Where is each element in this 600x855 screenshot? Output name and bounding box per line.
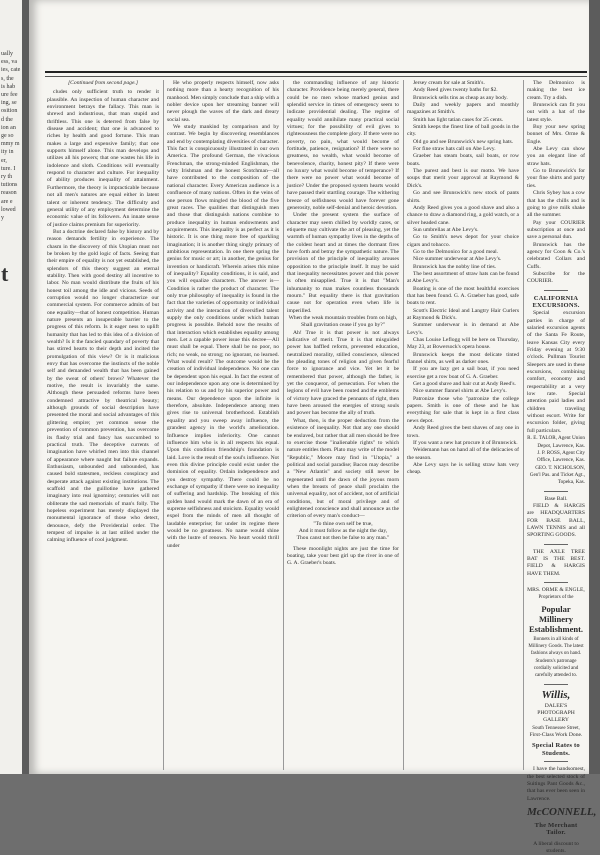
- paragraph: These moonlight nights are just the time for boating, take your best girl up the river in one of G. A. Graeber's boats.: [287, 545, 399, 567]
- paragraph: When the weak mountain troubles from on high,: [288, 315, 398, 321]
- paragraph: Chas Louise Leflogg will be here on Thursday, May 23, at Bowersock's opera house.: [407, 337, 519, 351]
- fragment-line: ure fee: [1, 92, 18, 99]
- paragraph: Brunswick keeps the most delicate tinted flannel shirts, as well as darker ones.: [407, 351, 519, 366]
- paragraph: For fine straw hats call on Abe Levy.: [413, 146, 496, 153]
- separator-rule: [544, 544, 567, 545]
- fragment-large-letter: t: [1, 261, 9, 287]
- paragraph: Proprietors of the: [538, 595, 574, 601]
- paragraph: Brunswick has the nobby line of ties.: [413, 263, 497, 270]
- paragraph: Andy Reed gives twenty baths for $2.: [413, 87, 498, 94]
- paragraph: MRS. ORME & ENGLE,: [527, 587, 585, 593]
- paragraph: Popular Millinery Establishment.: [528, 603, 584, 634]
- paragraph: Sun umbrellas at Abe Levy's.: [413, 226, 479, 233]
- fragment-line: ge so: [1, 133, 14, 140]
- paragraph: cludes only sufficient truth to render it plausible. An inspection of human character and environment betrays the fallacy. This man is shrewd and industrious, that man stupid and thriftless. This one is deterred from false by disease and accident; that one is advanced to riches by health and good fortune. This man makes a large and expensive family; that one supports himself alone. This man develops and utilizes all his powers; that one wastes his life in indolence and sloth. Conditions will eventually respond to character and culture. For inequality of ability produces inequality of attainment. Furthermore, the theory is impracticable because not all men's natures are equal either in latent talent or inherent tendency. The difficulty and general utility of any employment determine the economic value of its followers. An innate sense of justice claims premium for superiority.: [47, 89, 159, 228]
- paragraph: Thou canst not then be false to any man.": [296, 535, 390, 542]
- paragraph: CALIFORNIA EXCURSIONS.: [532, 294, 580, 309]
- paragraph: But a doctrine declared false by history and by reason demands fertility in experience. The chasm in the discovery of this Utopian must not be broken by the gold logic of facts. Seeing that their empire of equality is not yet established, the splendors of this theory suggest an eternal stability. Then with good destiny all incentive to labor. No man would distribute the fruits of his honest toil among the idle and vicious. Seeds of corruption would no longer characterize our commercial system. For commerce admits of but one equality—that of honest competition. Human nature presents an insuperable barrier to the progress of this reform. Is it eager ness to uplift humanity that has led to this idea of a division of wealth? Is it the fancied quandary of poverty that has stirred hearts to their depth and incited the promulgation of this view? Or is it malicious envy that has overcome the instincts of the noble self and demanded wealth that has been gained by the sweat of others' brows? Whatever the motive, the result is invariably the same. Although these persuaded reforms have been condemned attractive by theatrical beauty; although grounds of social description have presented the moral and social advantages of this glittering empire; yet common sense the prevention of common prevention, has overcome its flashy trial and fancy has succumbed to practical truth. The deceptive currents of imagination have whirled men into this channel of appearance where naught but failure expands. Enthusiasm, unbounded and unbounded, has caused bold statesmen, reckless conspiracy and desperate attack against existing institutions. The scaffold and the guillotine have gathered imaginary into real ignominy; centuries will not obliterate the sad memorials of man's folly. The hopeless experiment has merely displayed the monumental ignorance of those who detect, denounce, defy the Providential order. The tempest of impulse is at last stilled under the calming influence of cool judgment.: [47, 228, 159, 544]
- column-divider: [403, 80, 404, 770]
- paragraph: Scott's Electric Ideal and Langtry Hair Curlers at Raymond & Dick's.: [407, 307, 519, 321]
- paragraph: Special excursion parties in charge of salaried excursion agents of the Santa Fe Route, leave Kansas City every Friday evening at 9:30 o'clock. Pullman Tourist Sleepers are used in these excursions, combining comfort, economy and respectability at a very low rate. Special attention paid ladies and children traveling without escort. Write for excursion folder, giving full particulars.: [527, 310, 585, 434]
- fragment-line: ity in: [1, 149, 14, 156]
- paragraph: Go to the Delmonico for a good meal.: [413, 248, 499, 255]
- paragraph: I have the handsomest, the best selected stock of Suitings Pant Goods &c., that has ever been seen in Lawrence.: [527, 766, 585, 802]
- paragraph: Smith has light tatian cases for 25 cents.: [413, 116, 504, 123]
- fragment-line: y: [1, 215, 4, 222]
- fragment-line: is hab: [1, 83, 16, 90]
- paragraph: Special Rates to Students.: [532, 742, 580, 757]
- left-page-text: [0, 0, 22, 286]
- paragraph: Bonnets in all kinds of Millinery Goods. The latest fashions always on hand. Students's patronage cordially solicited and carefully attended to.: [528, 636, 584, 679]
- fragment-line: osition: [1, 108, 18, 115]
- paragraph: Andy Reed gives the best shaves of any one in town.: [407, 425, 519, 439]
- paragraph: Go to Brunswick's for your fine shirts and party ties.: [527, 168, 585, 189]
- column-1-equality-essay: [47, 80, 159, 770]
- fragment-line: ing, se: [1, 100, 17, 107]
- paragraph: We study mankind by comparison and by contrast. We begin by discovering resemblances and end by contemplating diversities of character. This fact is conspicuously illustrated in our own America. The profound German, the vivacious Frenchman, the strong-minded Englishman, the witty Irishman and the honest Scotchman—all have contributed to the composition of the national character. Every American audience is a confluence of many nations. Often in the veins of one person flows mingled the blood of the five great races. The qualities that distinguish men and those that distinguish nations combine to produce inequality in human endowments and acquirements. This inequality is as perfect as it is historic. It is one thing more free of sparkling imagination; it is another thing singly primary of ambitious representation. In one there spring the genius for music or art; in another, the genius for invention or handicraft. Wherein arises this mine of inequality? Equality conditions, it is said, and you will equalize characters. The answer is—Condition is rather the product of character. The only true philosophy of inequality is found in the fact that the varieties of opportunity or individual activity and the interaction of diversified talent supply the only conditions under which human progress is possible. Behold now the results of that interaction which establishes equality among men. Let a capable power issue this decree—All must shall be equal. There shall be no poor, no rich; no weak, no strong; no ignorant, no learned. What would result? The outcome would be the creation of individual independence. No one can be dependent upon his equal. In fact the extent of our independence upon any one is determined by his relation to us and by his superior power and means. Our dependence upon the infinite is therefore, absolute. Independence among men gives rise to universal brotherhood. Establish equality and you sweep away influence, the grandest agency in the world's amelioration. Influence implies inferiority. One cannot influence him who is in all respects his equal. Upon this condition friendship's foundation is laid. Love is the result of the soul's influence. Not even this divine principle could exist under the dominion of equality. Ordain independence and you destroy sympathy. There could be no exchange of sympathy if there were no inequality of suffering and hardship. The breaking of this golden band would mark the dawn of an era of supreme selfishness and stoicism. Equality would expel from the minds of men all thought of laudable enterprise; for under its regime there would be no greatness. No name would shine with the lustre of renown. No heart would thrill under: [167, 124, 279, 549]
- paragraph: Ah! True it is that power is not always indicative of merit. True it is that misguided power has baffled reform, prevented education, neutralized morality, stilled conscience, silenced the pleading tones of religion and given fearful force to ignorance and vice. Yet let it be remembered that power, although the father, is yet the conqueror, of persecution. For when the legions of evil have been routed and the emblems of victory have graced the pennants of right, then have been aroused the energies of strong souls and power has become the ally of truth.: [287, 329, 399, 417]
- paragraph: Nice summer flannel shirts at Abe Levy's.: [413, 388, 507, 395]
- paragraph: the commanding influence of any historic character. Providence being merely general, there could be no men whose marked genius and splendid service in times of emergency seem to indicate providential dealing. The regime of equality would annihilate many practical social virtues; for the possibility of evil gives to righteousness the complete glory. If there were no poverty, no pain, what would become of fortitude, patience, resignation? If there were no greatness, no wealth, what would become of benevolence, charity, honest pity? If there were no luxury what would become of temperance? If there were no power what would become of justice? Under the proposed system hearts would have passed their startling courage. The withering breeze of selfishness would have forever gone generosity, noble self-denial and heroic devotion.: [287, 80, 399, 211]
- paragraph: Buy your new spring bonnet of Mrs. Orme & Engle.: [527, 124, 585, 145]
- fragment-line: are e: [1, 198, 13, 205]
- paragraph: First-Class Work Done.: [529, 732, 583, 739]
- paragraph: Brunswick can fit you out with a hat of the latest style.: [527, 102, 585, 123]
- fragment-line: lowed: [1, 206, 16, 213]
- paragraph: McCONNELL,: [527, 805, 597, 818]
- paragraph: Weidemann has on hand all of the delicacies of the season.: [407, 447, 519, 461]
- paragraph: Get a good shave and hair cut at Andy Reed's.: [413, 381, 516, 388]
- paragraph: Pay your COURIER subscription at once and save a personal dun.: [527, 219, 585, 241]
- paragraph: Patronize those who "patronize the college papers. Smith is one of these and he has everything for sale that is kept in a first class news depot.: [407, 395, 519, 424]
- paragraph: The purest and best is our motto. We have soups that merit your approval at Raymond & Dick's.: [407, 168, 519, 189]
- header-rule-thin: [45, 76, 587, 77]
- paragraph: South Tennessee Street,: [532, 725, 580, 731]
- paragraph: Nice summer underwear at Abe Levy's.: [413, 256, 502, 263]
- column-5-advertisements: [527, 80, 597, 854]
- column-2-equality-essay: [167, 80, 279, 770]
- paragraph: And it must follow as the night the day,: [298, 527, 388, 534]
- paragraph: If you want a new hat procure it of Brunswick.: [413, 439, 518, 446]
- column-divider: [523, 80, 524, 770]
- paragraph: Summer underwear is in demand at Abe Levy's.: [407, 322, 519, 336]
- paragraph: Go to Smith's news depot for your choice cigars and tobacco.: [407, 234, 519, 248]
- paragraph: Jersey cream for sale at Smith's.: [413, 80, 485, 86]
- separator-rule: [544, 290, 567, 291]
- paragraph: Smith keeps the finest line of ball goods in the city.: [407, 124, 519, 138]
- fragment-line: ry th: [1, 174, 13, 181]
- paragraph: "To thine own self be true,: [313, 520, 373, 527]
- paragraph: Abe Levy can show you an elegant line of straw hats.: [527, 146, 585, 167]
- column-3-equality-essay: [287, 80, 399, 770]
- paragraph: Shall gravitation cease if you go by?": [301, 322, 385, 329]
- fragment-line: er,: [1, 157, 7, 164]
- fragment-line: mmy m: [1, 141, 20, 148]
- paragraph: Andy Reed gives you a good shave and also a chance to draw a diamond ring, a gold watch, or a silver headed cane.: [407, 204, 519, 226]
- paragraph: R. E. TALOR, Agent Union Depot, Lawrence, Kas.: [527, 435, 585, 449]
- paragraph: Chris Sybey has a cow that has the chills and is going to give milk shake all the summer.: [527, 190, 585, 219]
- paragraph: Daily and weekly papers and monthly magazines at Smith's.: [407, 102, 519, 116]
- paragraph: [Continued from second page.]: [67, 80, 139, 86]
- separator-rule: [544, 491, 567, 492]
- fragment-line: s, the: [1, 75, 14, 82]
- separator-rule: [544, 761, 567, 762]
- paragraph: What, then, is the proper deduction from the existence of inequality. Not that any one should be enslaved, but rather that all men should be free to exercise those "inalienable rights" to which nature entitles them. Plato may write of the model "Republic," Moore may find in "Utopia," a political and social paradise; Bacon may describe a "New Atlantis" and society still never be regenerated until the dawn of the joyous morn when the breasts of peace shall proclaim the universal equality, not of accident, not of artificial conditions, but of moral privilege and of enlightened conscience and shall announce as the criterion of every man's conduct—: [287, 417, 400, 520]
- paragraph: J. P. ROSS, Agent City Office, Lawrence, Kas.: [536, 449, 585, 464]
- separator-rule: [544, 582, 567, 583]
- fragment-line: ies, cate: [1, 67, 21, 74]
- fragment-line: reason: [1, 190, 17, 197]
- paragraph: Base Ball.: [544, 495, 568, 502]
- paragraph: Go and see Brunswick's new stock of pants shirts.: [407, 190, 519, 204]
- paragraph: DALEE'S PHOTOGRAPH GALLERY: [537, 702, 575, 724]
- newspaper-page: [29, 0, 597, 854]
- fragment-line: ture. I: [1, 165, 16, 172]
- paragraph: GEO. T. NICHOLSON, Gen'l Pas. and Ticket Agt., Topeka, Kas.: [529, 464, 585, 486]
- paragraph: Graeber has steam boats, sail boats, or row boats.: [407, 153, 519, 167]
- paragraph: FIELD & HARGIS are HEADQUARTERS FOR BASE BALL, LAWN TENNIS and all SPORTING GOODS.: [527, 502, 585, 539]
- paragraph: If you are lazy get a sail boat, if you need exercise get a row boat of G. A. Graeber.: [407, 366, 519, 380]
- left-page-fragment: [0, 0, 22, 774]
- paragraph: Subscribe for the COURIER.: [527, 270, 585, 285]
- paragraph: Under the present system the surface of character may seem chilled by worldly cares, or etiquette may cultivate the art of pleasing, yet the warmth of human sympathy lives in the depths of the coldest heart and at times the dormant fires have forth and betray the sympathetic nature. The provision of the principle of inequality arouses opposition to the principle itself. It may be said that inequality necessitates power and this power is often misapplied. True it is that "Man's inhumanity to man makes countless thousands mourn." But equality there is that gravitation cause not for operation even when life is imperilled.: [287, 212, 399, 314]
- paragraph: The best assortment of straw hats can be found at Abe Levy's.: [407, 270, 519, 285]
- paragraph: He who properly respects himself, now asks nothing more than a hearty recognition of his manhood. Men simply conclude that a ship with a nobler device upon her streaming banner will never plough the waves of the dark and dreary social sea.: [167, 80, 279, 123]
- fragment-line: ess, va: [1, 59, 17, 66]
- column-divider: [283, 80, 284, 770]
- separator-rule: [544, 684, 567, 685]
- paragraph: Brunswick sells tins as cheap as any body.: [413, 94, 508, 101]
- paragraph: The Merchant Tailor.: [534, 821, 578, 837]
- paragraph: Brunswick has the agency for Coon & Co.'s celebrated Collars and Cuffs.: [527, 241, 585, 270]
- fragment-line: ually: [1, 51, 13, 57]
- header-rule: [45, 71, 587, 73]
- paragraph: Abe Levy says he is selling straw hats very cheap.: [407, 461, 519, 476]
- paragraph: Boating is one of the most healthful exercises that has been found. G. A. Graeber has good, safe boats to rent.: [407, 285, 519, 307]
- paragraph: Old go and see Brunswick's new spring hats.: [413, 138, 514, 145]
- paragraph: The Delmonico is making the best ice cream. Try a dish.: [527, 80, 585, 101]
- paragraph: Willis,: [541, 688, 571, 701]
- column-divider: [163, 80, 164, 770]
- paragraph: THE AXLE TREE BAT IS THE BEST. FIELD & HARGIS HAVE THEM.: [527, 548, 585, 577]
- column-4-local-notices: [407, 80, 519, 770]
- fragment-line: d the: [1, 116, 13, 123]
- fragment-line: tutions: [1, 182, 18, 189]
- paragraph: A liberal discount to students.: [533, 840, 579, 854]
- fragment-line: ion an: [1, 124, 16, 131]
